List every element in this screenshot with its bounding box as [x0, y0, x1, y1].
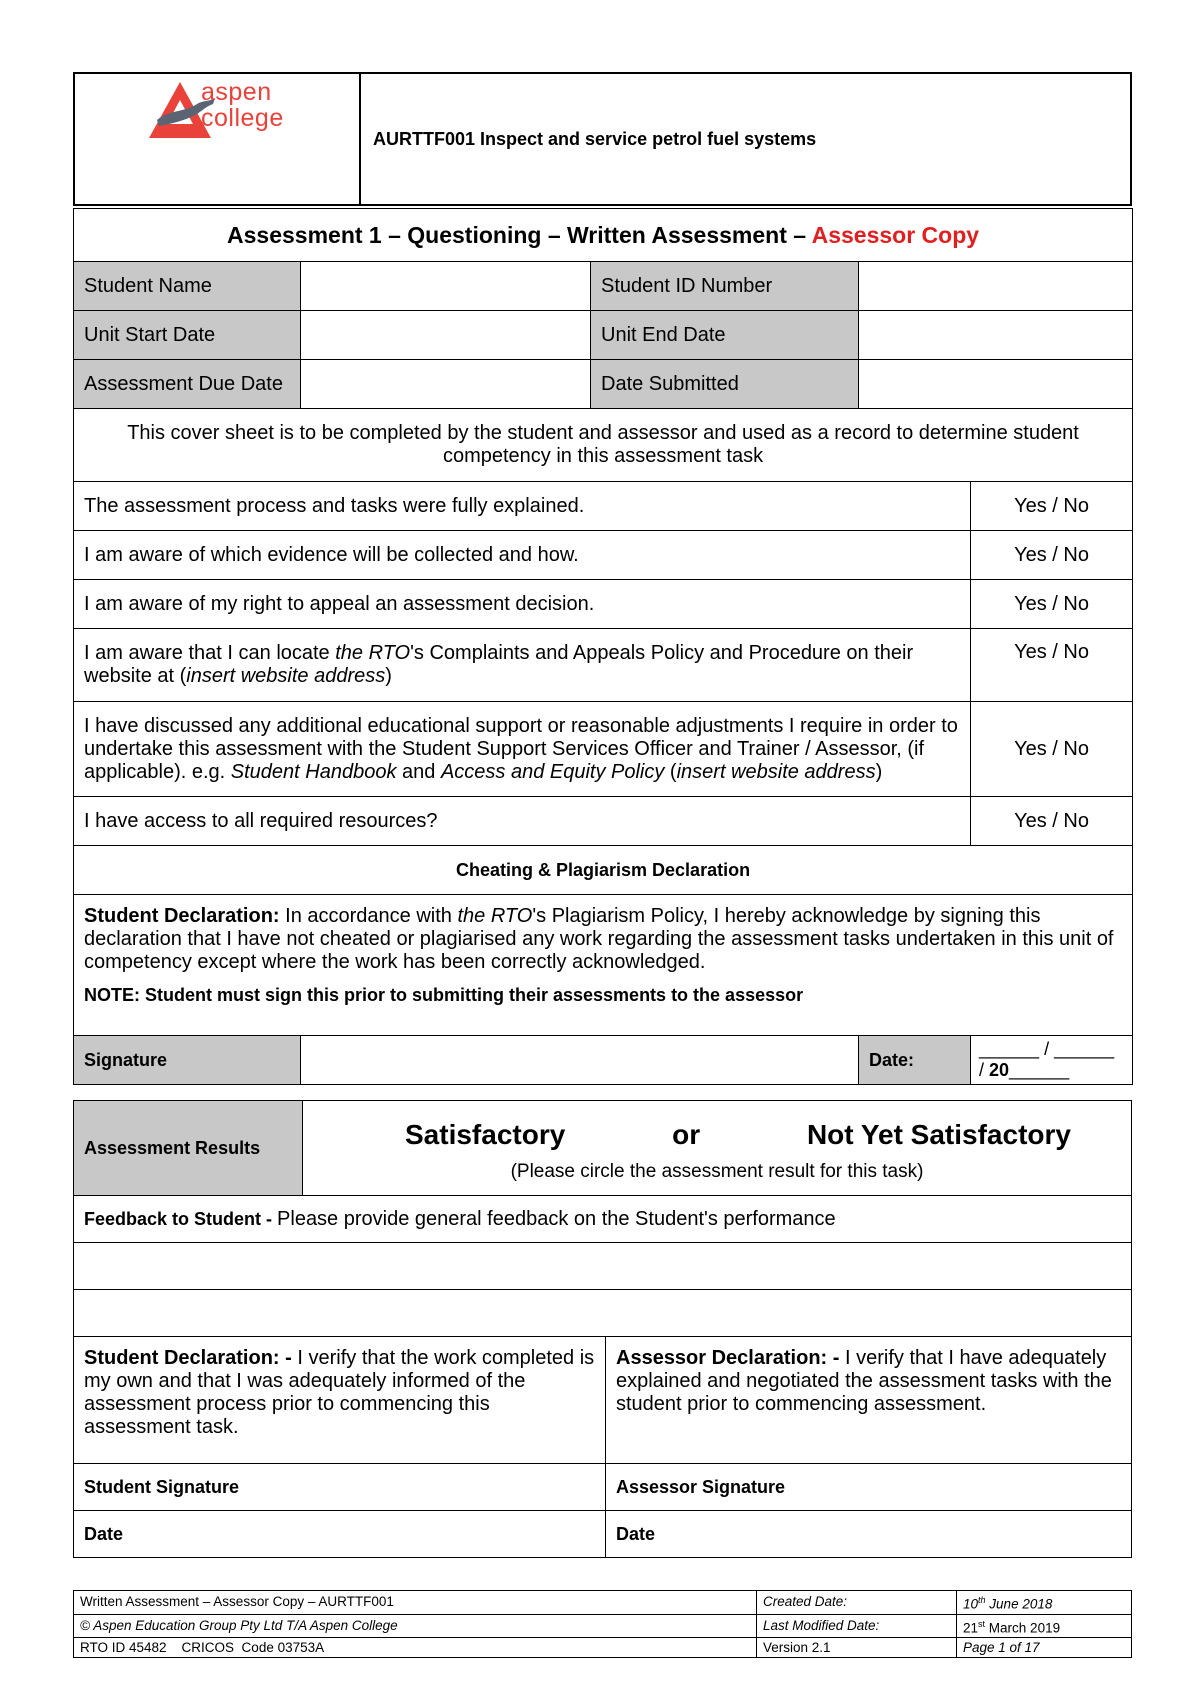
date-submitted-label: Date Submitted [591, 360, 859, 409]
q5-text-e: ( [664, 760, 677, 783]
date-blank-a: ______ / ______ / [979, 1039, 1115, 1080]
cover-sheet-table [73, 208, 1133, 1085]
cover-title-text: Assessment 1 – Questioning – Written Assessment – [227, 221, 812, 248]
results-options [303, 1101, 1132, 1196]
question-4 [74, 629, 971, 702]
footer-page-number: Page 1 of 17 [957, 1638, 1132, 1658]
footer-version: Version 2.1 [757, 1638, 957, 1658]
question-6: I have access to all required resources? [74, 797, 971, 846]
declaration-rto: the RTO [457, 905, 533, 927]
cover-title [74, 209, 1133, 262]
declaration-note: NOTE: Student must sign this prior to submitting their assessments to the assessor [84, 985, 804, 1005]
q5-handbook: Student Handbook [230, 760, 397, 783]
student-verification-label: Student Declaration: - [84, 1347, 298, 1369]
answer-2[interactable]: Yes / No [971, 531, 1133, 580]
college-logo [75, 74, 361, 204]
q5-text-c: and [396, 760, 441, 783]
footer-created-date [957, 1591, 1132, 1615]
student-id-field[interactable] [859, 262, 1133, 311]
date-label: Date: [859, 1036, 971, 1085]
due-date-label: Assessment Due Date [74, 360, 301, 409]
question-2: I am aware of which evidence will be collected and how. [74, 531, 971, 580]
unit-end-label: Unit End Date [591, 311, 859, 360]
q4-text-a: I am aware that I can locate [84, 642, 336, 664]
results-table [73, 1100, 1132, 1558]
q4-rto: the RTO [335, 642, 411, 664]
feedback-text: Please provide general feedback on the Student's performance [277, 1207, 836, 1230]
declaration-c: 's Plagiarism Policy, I hereby acknowledge by signing this declaration that I have not cheated or plagiarised any work regarding the assessment tasks undertaken in this unit of competency except where the work has been correctly acknowledged. [84, 905, 1114, 973]
plagiarism-heading: Cheating & Plagiarism Declaration [74, 846, 1133, 895]
footer-document-title: Written Assessment – Assessor Copy – AURTTF001 [74, 1591, 757, 1615]
assessor-verification-text: I verify that I have adequately explained and negotiated the assessment tasks with the student prior to commencing assessment. [616, 1347, 1112, 1415]
declaration-label: Student Declaration: [84, 905, 280, 927]
q5-policy: Access and Equity Policy [440, 760, 665, 783]
student-signature-field[interactable]: Student Signature [74, 1464, 606, 1511]
created-suffix: th [978, 1595, 986, 1605]
not-yet-satisfactory-option[interactable]: Not Yet Satisfactory [806, 1119, 1071, 1150]
answer-6[interactable]: Yes / No [971, 797, 1133, 846]
date-blank-c: ______ [1009, 1060, 1070, 1080]
q4-text-e: ) [385, 665, 392, 687]
unit-end-field[interactable] [859, 311, 1133, 360]
footer-modified-label: Last Modified Date: [757, 1614, 957, 1638]
modified-month-year: March 2019 [985, 1620, 1061, 1635]
student-id-label: Student ID Number [591, 262, 859, 311]
footer-created-label: Created Date: [757, 1591, 957, 1615]
cover-instruction: This cover sheet is to be completed by the student and assessor and used as a record to determine student competency in this assessment task [74, 409, 1133, 482]
declaration-text [84, 905, 1122, 974]
question-3: I am aware of my right to appeal an assessment decision. [74, 580, 971, 629]
student-name-field[interactable] [301, 262, 591, 311]
assessor-date-field[interactable]: Date [606, 1511, 1132, 1558]
student-verification-text: I verify that the work completed is my own and that I was adequately informed of the assessment process prior to commencing this assessment task. [84, 1347, 595, 1438]
date-submitted-field[interactable] [859, 360, 1133, 409]
modified-suffix: st [978, 1618, 986, 1629]
feedback-line-1[interactable] [74, 1243, 1132, 1290]
student-verification [74, 1337, 606, 1464]
feedback-label: Feedback to Student - [84, 1208, 278, 1229]
results-choice-row [303, 1119, 1131, 1151]
signature-label: Signature [74, 1036, 301, 1085]
modified-day: 21 [963, 1620, 979, 1635]
question-1: The assessment process and tasks were fully explained. [74, 482, 971, 531]
question-5 [74, 702, 971, 797]
student-date-field[interactable]: Date [74, 1511, 606, 1558]
date-field[interactable] [971, 1036, 1133, 1085]
assessor-verification [606, 1337, 1132, 1464]
footer-modified-date [957, 1614, 1132, 1638]
created-day: 10 [963, 1596, 979, 1612]
date-century: 20 [989, 1060, 1010, 1080]
logo-text-aspen: aspen [201, 78, 272, 106]
assessor-copy-label: Assessor Copy [811, 221, 980, 248]
satisfactory-option[interactable]: Satisfactory [405, 1119, 566, 1150]
q5-text-a: I have discussed any additional educational support or reasonable adjustments I require in order to undertake this assessment with the Student Support Services Officer and Trainer / Assessor, (if applicable). e.g. [84, 714, 958, 783]
answer-3[interactable]: Yes / No [971, 580, 1133, 629]
unit-start-field[interactable] [301, 311, 591, 360]
unit-start-label: Unit Start Date [74, 311, 301, 360]
or-text: or [672, 1119, 701, 1150]
footer-rto-id: RTO ID 45482 CRICOS Code 03753A [74, 1638, 757, 1658]
unit-title: AURTTF001 Inspect and service petrol fuel systems [360, 73, 1131, 205]
page-footer [73, 1590, 1132, 1658]
q5-website: insert website address [676, 760, 876, 783]
student-declaration [74, 895, 1133, 1036]
assessor-verification-label: Assessor Declaration: - [616, 1347, 845, 1369]
answer-4[interactable]: Yes / No [971, 629, 1133, 702]
logo-text-college: college [201, 104, 284, 132]
results-label: Assessment Results [74, 1101, 303, 1196]
answer-5[interactable]: Yes / No [971, 702, 1133, 797]
declaration-a: In accordance with [279, 905, 458, 927]
answer-1[interactable]: Yes / No [971, 482, 1133, 531]
circle-note: (Please circle the assessment result for this task) [510, 1161, 924, 1182]
q5-text-g: ) [875, 760, 883, 783]
student-name-label: Student Name [74, 262, 301, 311]
created-month-year: June 2018 [985, 1596, 1053, 1612]
document-header [73, 72, 1132, 206]
signature-field[interactable] [301, 1036, 859, 1085]
footer-copyright: © Aspen Education Group Pty Ltd T/A Aspen College [74, 1614, 757, 1638]
due-date-field[interactable] [301, 360, 591, 409]
feedback-heading [74, 1196, 1132, 1243]
feedback-line-2[interactable] [74, 1290, 1132, 1337]
logo-cell [74, 73, 360, 205]
q4-text-c: 's Complaints and Appeals Policy and Procedure on their website at ( [84, 642, 914, 687]
assessor-signature-field[interactable]: Assessor Signature [606, 1464, 1132, 1511]
q4-website: insert website address [186, 665, 386, 687]
